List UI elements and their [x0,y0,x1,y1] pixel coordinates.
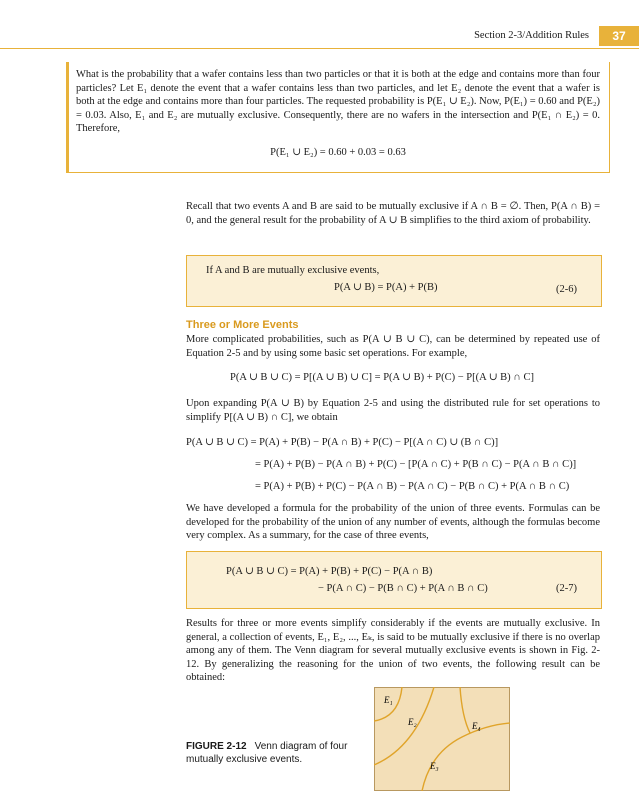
figure-caption-text: Venn diagram of four mutually exclusive events. [186,741,348,765]
expanding-paragraph: Upon expanding P(A ∪ B) by Equation 2-5 and using the distributed rule for set operations to simplify P[(A ∪ B) ∩ C], we obtain [186,398,600,423]
developed-paragraph: We have developed a formula for the probability of the union of three events. Formulas can be developed for the probability of the union of any number of events, although the formulas become very complex. As a summary, for the case of three events, [186,503,600,542]
venn-label-e4: E₄ [472,721,481,731]
running-header: Section 2-3/Addition Rules [474,30,589,41]
three-events-paragraph: More complicated probabilities, such as P(A ∪ B ∪ C), can be determined by repeated use of Equation 2-5 and by using some basic set operations. For example, [186,334,600,359]
equation-union-abc: P(A ∪ B ∪ C) = P[(A ∪ B) ∪ C] = P(A ∪ B) + P(C) − P[(A ∪ B) ∩ C] [230,372,534,383]
venn-label-e3: E₃ [430,761,439,771]
example-paragraph: What is the probability that a wafer contains less than two particles or that it is both at the edge and contains more than four particles? Let E₁ denote the event that a wafer contains less than two particles, and let E₂ denote the event that a wafer is both at the edge and contains more than four particles. The requested probability is P(E₁ ∪ E₂). Now, P(E₁) = 0.60 and P(E₂) = 0.03. Also, E₁ and E₂ are mutually exclusive. Consequently, there are no wafers in the intersection and P(E₁ ∩ E₂) = 0. Therefore, [76,69,600,135]
recall-paragraph: Recall that two events A and B are said to be mutually exclusive if A ∩ B = ∅. Then, P(A ∩ B) = 0, and the general result for the probability of A ∪ B simplifies to the third axiom of probability. [186,201,600,226]
page-number: 37 [599,26,639,46]
example-equation: P(E₁ ∪ E₂) = 0.60 + 0.03 = 0.63 [270,147,406,158]
venn-diagram [374,687,510,791]
figure-caption [186,740,366,766]
box-2-6-equation: P(A ∪ B) = P(A) + P(B) [334,282,438,293]
box-2-7-line-1: P(A ∪ B ∪ C) = P(A) + P(B) + P(C) − P(A ∩ B) [226,566,433,577]
venn-label-e2: E₂ [408,717,417,727]
venn-label-e1: E₁ [384,695,393,705]
results-paragraph: Results for three or more events simplify considerably if the events are mutually exclusive. In general, a collection of events, E₁, E₂, ..., Eₖ, is said to be mutually exclusive if there is no overlap among any of them. The Venn diagram for several mutually exclusive events is shown in Fig. 2-12. By generalizing the reasoning for the union of two events, the following result can be obtained: [186,618,600,684]
box-2-6-text: If A and B are mutually exclusive events, [206,265,380,276]
box-2-7-number: (2-7) [556,583,577,594]
figure-label: FIGURE 2-12 [186,741,247,752]
box-2-7-line-2: − P(A ∩ C) − P(B ∩ C) + P(A ∩ B ∩ C) [318,583,488,594]
derivation-line-1: P(A ∪ B ∪ C) = P(A) + P(B) − P(A ∩ B) + P(C) − P[(A ∩ C) ∪ (B ∩ C)] [186,437,499,448]
box-2-6-number: (2-6) [556,284,577,295]
header-rule [0,48,639,49]
formula-box-2-7 [186,551,602,609]
section-heading: Three or More Events [186,319,299,331]
derivation-line-2: = P(A) + P(B) − P(A ∩ B) + P(C) − [P(A ∩ C) + P(B ∩ C) − P(A ∩ B ∩ C)] [255,459,577,470]
venn-universe [375,688,510,791]
derivation-line-3: = P(A) + P(B) + P(C) − P(A ∩ B) − P(A ∩ C) − P(B ∩ C) + P(A ∩ B ∩ C) [255,481,570,492]
